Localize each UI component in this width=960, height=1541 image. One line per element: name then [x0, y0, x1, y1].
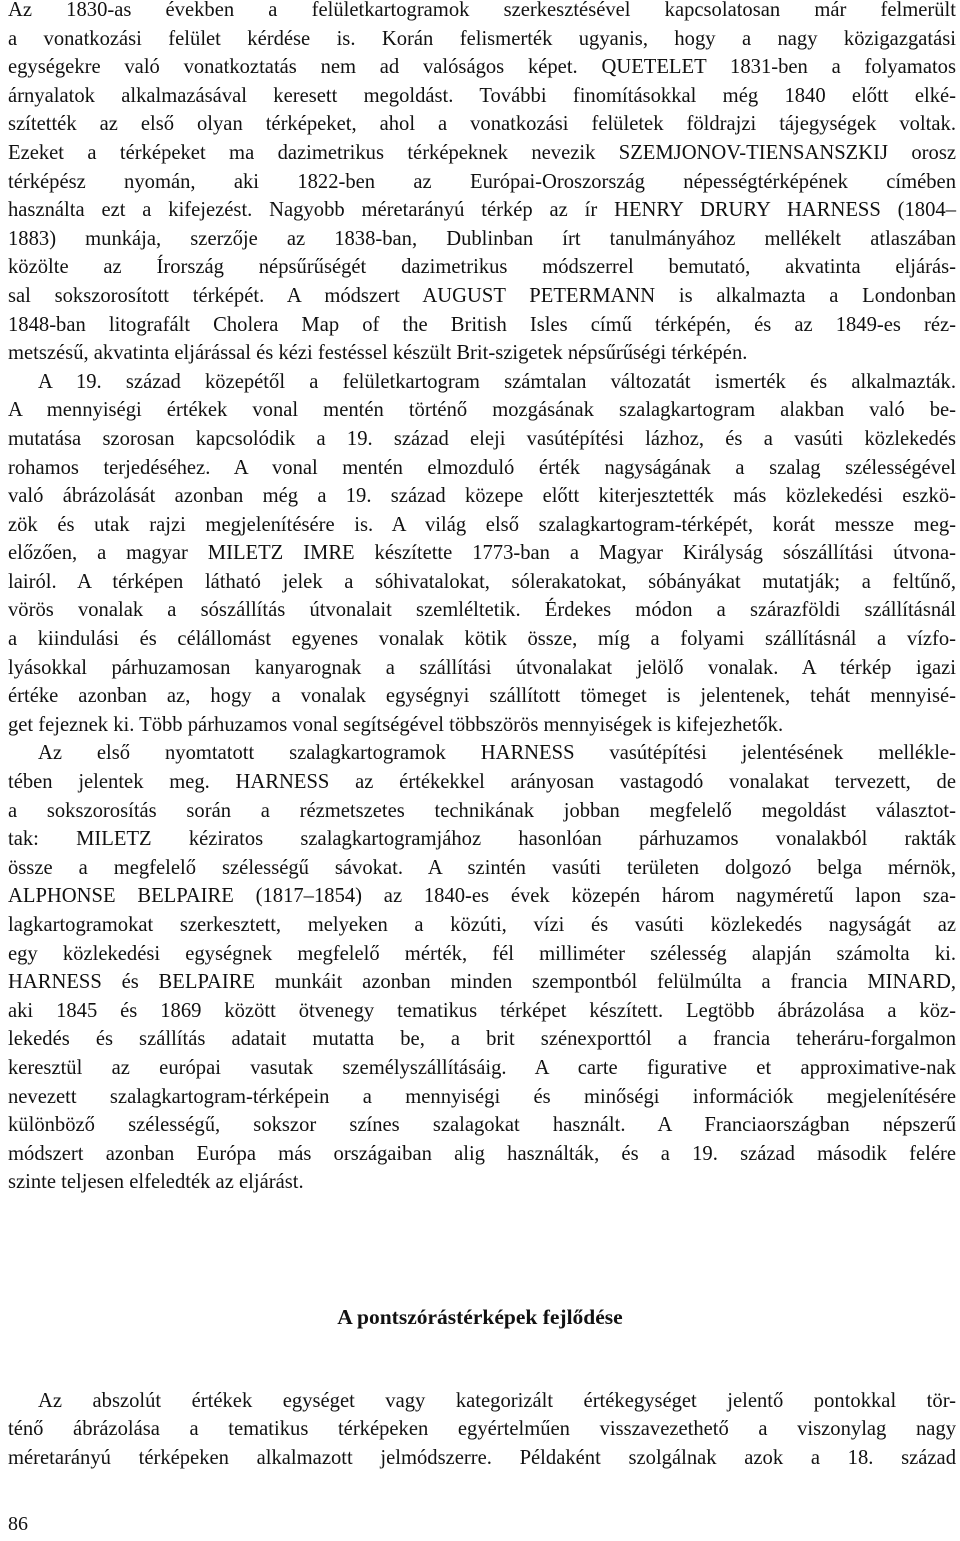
text-line: lairól. A térképen látható jelek a sóhivatalokat, sólerakatokat, sóbányákat mutatják; a feltűnő, [8, 570, 956, 593]
text-line: egységekre való vonatkoztatás nem ad valóságos képet. QUETELET 1831-ben a folyamatos [8, 56, 956, 79]
text-line: szítették az első olyan térképeket, ahol a vonatkozási felületek földrajzi tájegységek voltak. [8, 113, 956, 136]
text-line: 1848-ban litografált Cholera Map of the British Isles című térképén, és az 1849-es réz- [8, 313, 956, 336]
text-line: mutatása szorosan kapcsolódik a 19. század eleji vasútépítési lázhoz, és a vasúti közlekedés [8, 427, 956, 450]
text-line: 1883) munkája, szerzője az 1838-ban, Dublinban írt tanulmányához mellékelt atlaszában [8, 227, 956, 250]
text-line: A 19. század közepétől a felületkartogram számtalan változatát ismerték és alkalmazták. [38, 370, 956, 393]
text-line: előzően, a magyar MILETZ IMRE készítette 1773-ban a Magyar Királyság sószállítási útvona- [8, 542, 956, 565]
text-line: módszert azonban Európa más országaiban alig használták, és a 19. század második felére [8, 1142, 956, 1165]
main-text [8, 0, 956, 1197]
text-line: össze a megfelelő szélességű sávokat. A szintén vasúti területen dolgozó belga mérnök, [8, 856, 956, 879]
text-line: lekedés és szállítás adatait mutatta be, a brit szénexporttól a francia teheráru-forgalmon [8, 1028, 956, 1051]
text-line: térképész nyomán, aki 1822-ben az Európai-Oroszország népességtérképének címében [8, 170, 956, 193]
text-line: lagkartogramokat szerkesztett, melyeken a közúti, vízi és vasúti közlekedés nagyságát az [8, 914, 956, 936]
text-line: get fejeznek ki. Több párhuzamos vonal segítségével többszörös mennyiségek is kifejezhetők. [8, 713, 784, 736]
text-line: a kiindulási és célállomást egyenes vonalak kötik össze, míg a folyami szállításnál a vízfo- [8, 628, 956, 651]
text-line: használta ezt a kifejezést. Nagyobb méretarányú térkép az ír HENRY DRURY HARNESS (1804– [8, 199, 956, 222]
paragraph-4 [8, 1387, 956, 1473]
text-line: metszésű, akvatinta eljárással és kézi festéssel készült Brit-szigetek népsűrűségi térképén. [8, 342, 748, 365]
text-line: értéke azonban az, hogy a vonalak egységnyi szállított tömeget is jelentenek, tehát mennyisé- [8, 685, 956, 708]
text-line: méretarányú térképeken alkalmazott jelmódszerre. Példaként szolgálnak azok a 18. század [8, 1446, 956, 1469]
text-line: tében jelentek meg. HARNESS az értékekkel arányosan vastagodó vonalakat tervezett, de [8, 771, 956, 794]
text-line: a sokszorosítás során a rézmetszetes technikának jobban megfelelő megoldást választot- [8, 799, 956, 822]
section-heading: A pontszórástérképek fejlődése [337, 1305, 623, 1329]
section-text [8, 1366, 956, 1493]
paragraph-3 [8, 739, 956, 1197]
text-line: való ábrázolását azonban még a 19. század közepe előtt kiterjesztették más közlekedési eszkö- [8, 485, 956, 508]
text-line: aki 1845 és 1869 között ötvenegy tematikus térképet készített. Legtöbb ábrázolása a köz- [8, 999, 956, 1022]
text-line: egy közlekedési egységnek megfelelő mérték, fél milliméter szélesség alapján számolta ki. [8, 942, 956, 965]
text-line: sal sokszorosított térképét. A módszert AUGUST PETERMANN is alkalmazta a Londonban [8, 284, 956, 307]
text-line: Ezeket a térképeket ma dazimetrikus térképeknek nevezik SZEMJONOV-TIENSANSZKIJ orosz [8, 141, 956, 164]
text-line: szinte teljesen elfeledték az eljárást. [8, 1171, 304, 1194]
text-line: ténő ábrázolása a tematikus térképeken egyértelműen visszavezethető a viszonylag nagy [8, 1418, 956, 1441]
text-line: Az 1830-as években a felületkartogramok szerkesztésével kapcsolatosan már felmerült [8, 0, 956, 21]
text-line: különböző szélességű, sokszor színes szalagokat használt. A Franciaországban népszerű [8, 1114, 956, 1137]
text-line: zök és utak rajzi megjelenítésére is. A világ első szalagkartogram-térképét, korát messze meg- [8, 513, 956, 536]
text-line: keresztül az európai vasutak személyszállításáig. A carte figurative et approximative-nak [8, 1056, 956, 1079]
text-line: HARNESS és BELPAIRE munkáit azonban minden szempontból felülmúlta a francia MINARD, [8, 971, 956, 994]
text-line: vörös vonalak a sószállítás útvonalait szemléltetik. Érdekes módon a szárazföldi szállításnál [8, 599, 956, 622]
text-line: A mennyiségi értékek vonal mentén történő mozgásának szalagkartogram alakban való be- [8, 399, 956, 422]
text-line: lyásokkal párhuzamosan kanyarognak a szállítási útvonalakat jelölő vonalak. A térkép igazi [8, 656, 956, 679]
text-line: nevezett szalagkartogram-térképein a mennyiségi és minőségi információk megjelenítésére [8, 1085, 956, 1108]
paragraph-2 [8, 368, 956, 740]
text-line: tak: MILETZ kéziratos szalagkartogramjához hasonlóan párhuzamos vonalakból rakták [8, 828, 956, 851]
paragraph-1 [8, 0, 956, 368]
text-line: árnyalatok alkalmazásával keresett megoldást. További finomításokkal még 1840 előtt elké- [8, 84, 956, 107]
text-line: a vonatkozási felület kérdése is. Korán felismerték ugyanis, hogy a nagy közigazgatási [8, 27, 956, 50]
page-number: 86 [8, 1513, 28, 1535]
text-line: közölte az Írország népsűrűségét dazimetrikus módszerrel bemutató, akvatinta eljárás- [8, 256, 956, 279]
text-line: rohamos terjedéséhez. A vonal mentén elmozduló érték nagyságának a szalag szélességével [8, 456, 956, 479]
text-line: Az első nyomtatott szalagkartogramok HARNESS vasútépítési jelentésének mellékle- [38, 742, 956, 765]
text-line: Az abszolút értékek egységet vagy kategorizált értékegységet jelentő pontokkal tör- [38, 1389, 956, 1412]
text-line: ALPHONSE BELPAIRE (1817–1854) az 1840-es évek közepén három nagyméretű lapon sza- [8, 885, 956, 908]
